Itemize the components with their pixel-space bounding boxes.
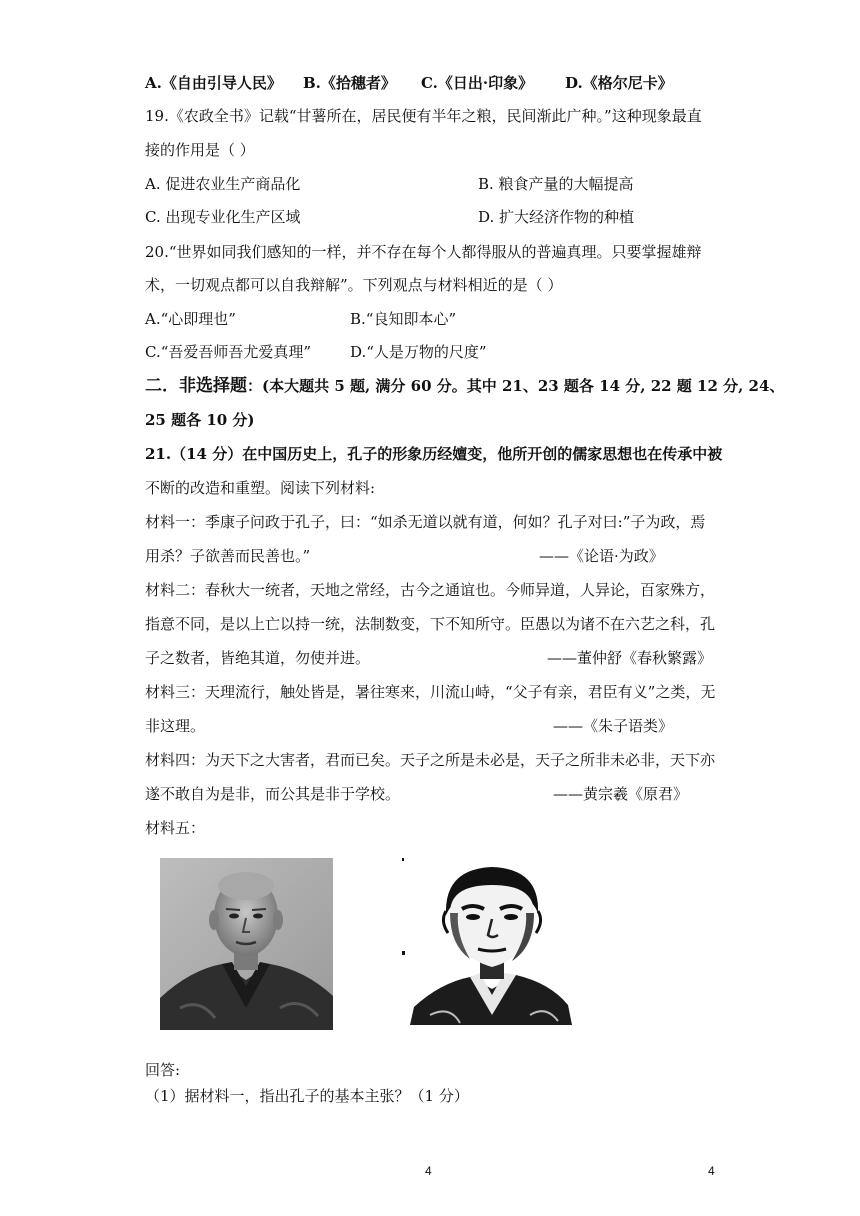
q20-option-row2 [145, 342, 487, 362]
material1-line1: 材料一：季康子问政于孔子，曰：“如杀无道以就有道，何如？孔子对曰:”子为政，焉 [145, 513, 706, 531]
q21-intro-line1: 21.（14 分）在中国历史上，孔子的形象历经嬗变，他所开创的儒家思想也在传承中被 [145, 445, 723, 463]
q19-option-b: B. 粮食产量的大幅提高 [478, 175, 634, 193]
q18-option-a: A.《自由引导人民》 [145, 74, 282, 92]
material3-line2: 非这理。 [145, 717, 206, 735]
portrait-photo-right [400, 855, 578, 1025]
q19-stem-line2: 接的作用是（ ） [145, 141, 255, 159]
answer-label: 回答: [145, 1061, 181, 1079]
q19-option-c: C. 出现专业化生产区域 [145, 208, 301, 226]
q19-option-d: D. 扩大经济作物的种植 [478, 208, 635, 226]
portrait-photo-left [160, 858, 333, 1030]
q18-options-row [145, 73, 673, 93]
q19-option-a: A. 促进农业生产商品化 [145, 175, 301, 193]
q20-option-a: A.“心即理也” [145, 310, 236, 328]
material2-line1: 材料二：春秋大一统者，天地之常经，古今之通谊也。今师异道，人异论，百家殊方， [145, 581, 716, 599]
material3-source: ——《朱子语类》 [553, 717, 674, 735]
q20-option-d: D.“人是万物的尺度” [350, 343, 487, 361]
material4-source: ——黄宗羲《原君》 [553, 785, 689, 803]
material2-line2: 指意不同，是以上亡以持一统，法制数变，下不知所守。臣愚以为诸不在六艺之科，孔 [145, 615, 716, 633]
page-number-right: 4 [708, 1164, 715, 1178]
material2-line3: 子之数者，皆绝其道，勿使并进。 [145, 649, 371, 667]
q21-sub1: （1）据材料一，指出孔子的基本主张？（1 分） [145, 1087, 469, 1105]
q20-option-b: B.“良知即本心” [350, 310, 457, 328]
q20-stem-line2: 术，一切观点都可以自我辩解”。下列观点与材料相近的是（ ） [145, 276, 563, 294]
section2-heading-line2: 25 题各 10 分) [145, 411, 255, 429]
material2-source: ——董仲舒《春秋繁露》 [547, 649, 713, 667]
material4-line1: 材料四：为天下之大害者，君而已矣。天子之所是未必是，天子之所非未必非，天下亦 [145, 751, 716, 769]
q20-stem-line1: 20.“世界如同我们感知的一样，并不存在每个人都得服从的普遍真理。只要掌握雄辩 [145, 243, 702, 261]
section2-heading-line1 [145, 376, 784, 396]
q18-option-c: C.《日出·印象》 [421, 74, 534, 92]
page-number-center: 4 [425, 1164, 432, 1178]
q21-intro-line2: 不断的改造和重塑。阅读下列材料: [145, 479, 376, 497]
material3-line1: 材料三：天理流行，触处皆是，暑往寒来，川流山峙，“父子有亲，君臣有义”之类，无 [145, 683, 716, 701]
q18-option-b: B.《拾穗者》 [303, 74, 396, 92]
q20-option-row1 [145, 309, 456, 329]
q19-stem-line1: 19.《农政全书》记载“甘薯所在，居民便有半年之粮，民间渐此广种。”这种现象最直 [145, 107, 702, 125]
q20-option-c: C.“吾爱吾师吾尤爱真理” [145, 343, 312, 361]
material4-line2: 遂不敢自为是非，而公其是非于学校。 [145, 785, 401, 803]
material1-source: ——《论语·为政》 [539, 547, 664, 565]
material5-label: 材料五： [145, 819, 206, 837]
material1-line2: 用杀？子欲善而民善也。” [145, 547, 311, 565]
section2-title: 二．非选择题 [145, 376, 247, 396]
section2-info: ：(本大题共 5 题, 满分 60 分。其中 21、23 题各 14 分, 22 题 12 分, 24、 [247, 377, 785, 395]
q18-option-d: D.《格尔尼卡》 [565, 74, 673, 92]
